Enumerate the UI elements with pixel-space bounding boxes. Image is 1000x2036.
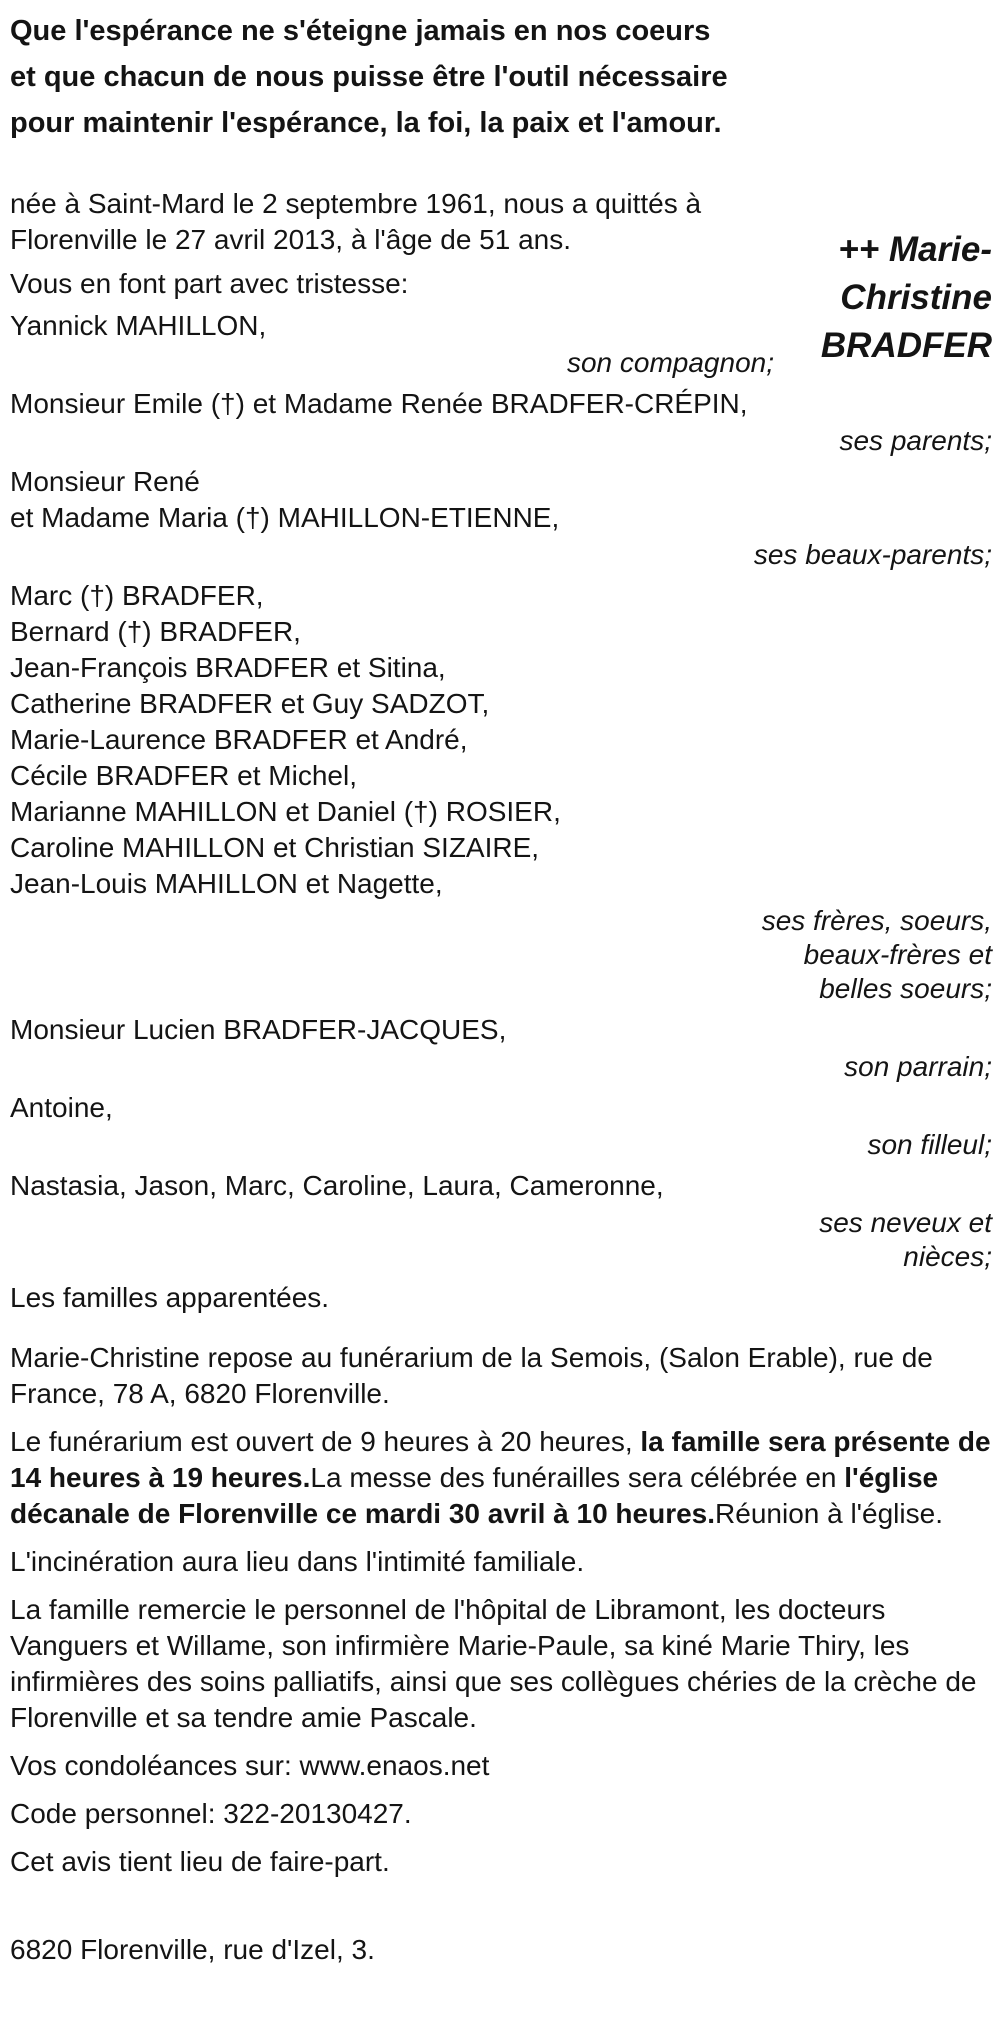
epigraph-line-2: et que chacun de nous puisse être l'outil nécessaire — [10, 61, 728, 93]
relation-label: son filleul; — [867, 1129, 992, 1160]
cremation-paragraph: L'incinération aura lieu dans l'intimité familiale. — [10, 1546, 585, 1577]
relative-name-line: Caroline MAHILLON et Christian SIZAIRE, — [10, 832, 540, 863]
relative-name-line: Cécile BRADFER et Michel, — [10, 760, 357, 791]
relative-name-line: Monsieur René — [10, 466, 200, 497]
relative-name-line: Marie-Laurence BRADFER et André, — [10, 724, 468, 755]
relative-name-line: Yannick MAHILLON, — [10, 310, 267, 341]
personal-code-line: Code personnel: 322-20130427. — [10, 1798, 412, 1829]
relative-name-line: Catherine BRADFER et Guy SADZOT, — [10, 688, 490, 719]
relation-label: ses neveux et — [819, 1207, 992, 1238]
relative-entry-parents-in-law — [10, 464, 992, 572]
address-line: 6820 Florenville, rue d'Izel, 3. — [10, 1934, 375, 1965]
relative-name-line: Jean-François BRADFER et Sitina, — [10, 652, 446, 683]
relative-entry-siblings — [10, 578, 992, 1006]
relation-label: son compagnon; — [566, 347, 774, 378]
relative-entry-godson — [10, 1090, 992, 1162]
relative-name-line: Monsieur Emile (†) et Madame Renée BRADFER-CRÉPIN, — [10, 388, 748, 419]
relation-label: ses frères, soeurs, — [761, 905, 992, 936]
epigraph-line-3: pour maintenir l'espérance, la foi, la paix et l'amour. — [10, 107, 722, 139]
relative-name-line: Les familles apparentées. — [10, 1282, 330, 1313]
funeral-bold-segment: la famille sera présente de 14 heures à 19 heures. — [10, 1426, 991, 1493]
relatives-list — [10, 308, 992, 1316]
relative-name-line: et Madame Maria (†) MAHILLON-ETIENNE, — [10, 502, 560, 533]
relative-name-line: Bernard (†) BRADFER, — [10, 616, 301, 647]
relation-label: beaux-frères et — [803, 939, 992, 970]
relation-label: ses beaux-parents; — [753, 539, 992, 570]
relation-label: ses parents; — [839, 425, 992, 456]
epigraph-line-1: Que l'espérance ne s'éteigne jamais en nos coeurs — [10, 15, 711, 47]
relative-entry-nephews-nieces — [10, 1168, 992, 1274]
relative-entry-parents — [10, 386, 992, 458]
epigraph — [10, 8, 992, 146]
funeral-text-segment: La messe des funérailles sera célébrée en — [310, 1462, 845, 1493]
relative-entry-related-families — [10, 1280, 992, 1316]
intro-text: née à Saint-Mard le 2 septembre 1961, nous a quittés à Florenville le 27 avril 2013, à l'âge de 51 ans. — [10, 188, 702, 255]
thanks-paragraph: La famille remercie le personnel de l'hôpital de Libramont, les docteurs Vanguers et Willame, son infirmière Marie-Paule, sa kiné Marie Thiry, les infirmières des soins palliatifs, ainsi que ses collègues chéries de la crèche de Florenville et sa tendre amie Pascale. — [10, 1594, 977, 1733]
funeral-text-segment: Réunion à l'église. — [715, 1498, 943, 1529]
relation-label: belles soeurs; — [819, 973, 992, 1004]
relative-name-line: Nastasia, Jason, Marc, Caroline, Laura, Cameronne, — [10, 1170, 664, 1201]
deceased-name: ++ Marie-Christine BRADFER — [820, 230, 992, 365]
repose-paragraph: Marie-Christine repose au funérarium de la Semois, (Salon Erable), rue de France, 78 A, 6820 Florenville. — [10, 1342, 933, 1409]
condolences-line: Vos condoléances sur: www.enaos.net — [10, 1750, 490, 1781]
funeral-schedule-paragraph — [10, 1424, 992, 1532]
announcement-text: Vous en font part avec tristesse: — [10, 268, 409, 299]
relative-name-line: Marc (†) BRADFER, — [10, 580, 264, 611]
relative-name-line: Marianne MAHILLON et Daniel (†) ROSIER, — [10, 796, 561, 827]
funeral-text-segment: Le funérarium est ouvert de 9 heures à 20 heures, — [10, 1426, 641, 1457]
relative-name-line: Antoine, — [10, 1092, 113, 1123]
notice-line: Cet avis tient lieu de faire-part. — [10, 1846, 390, 1877]
relative-name-line: Monsieur Lucien BRADFER-JACQUES, — [10, 1014, 507, 1045]
relation-label: nièces; — [903, 1241, 992, 1272]
relative-entry-godfather — [10, 1012, 992, 1084]
relation-label: son parrain; — [844, 1051, 992, 1082]
relative-name-line: Jean-Louis MAHILLON et Nagette, — [10, 868, 443, 899]
funeral-bold-segment: l'église décanale de Florenville ce mardi 30 avril à 10 heures. — [10, 1462, 939, 1529]
